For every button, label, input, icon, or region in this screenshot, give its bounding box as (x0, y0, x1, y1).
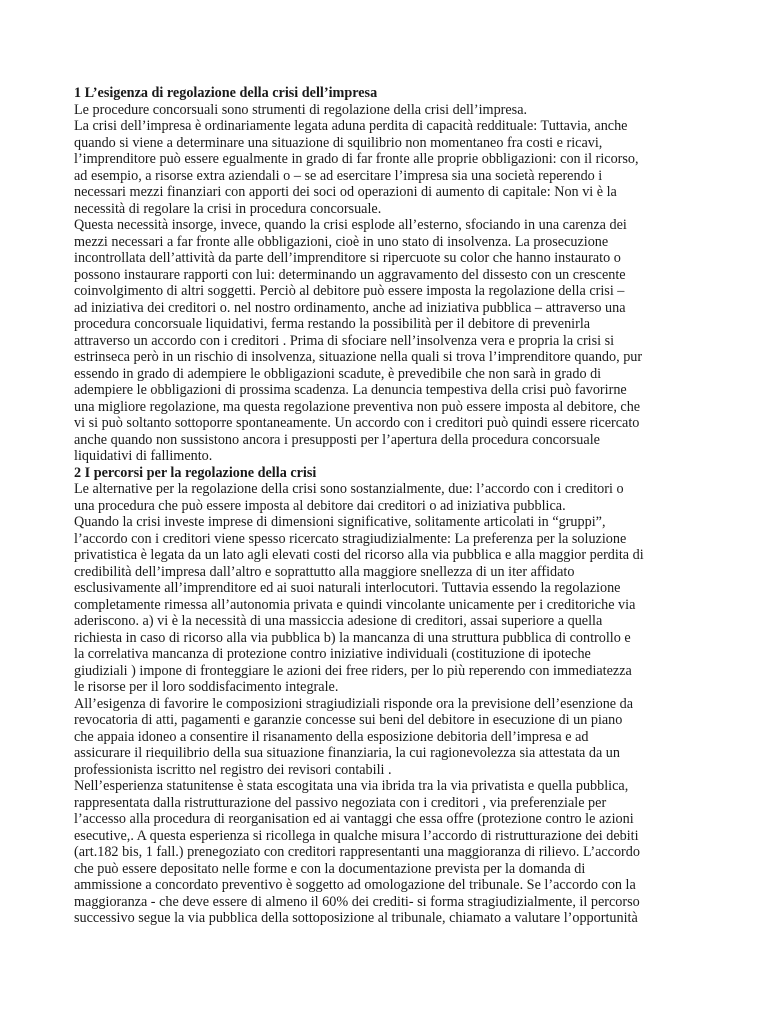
text-line: che può essere depositato nelle forme e con la documentazione prevista per la domanda di (74, 860, 586, 877)
text-line: necessità di regolare la crisi in procedura concorsuale. (74, 200, 382, 217)
text-line: completamente rimessa all’autonomia privata e quindi vincolante unicamente per i creditoriche via (74, 596, 636, 613)
text-line: esclusivamente all’imprenditore ed ai suoi naturali interlocutori. Tuttavia essendo la regolazione (74, 580, 621, 596)
text-line: necessari mezzi finanziari con apporti dei soci od operazioni di aumento di capitale: Non vi è la (74, 184, 617, 200)
text-line: rappresentata dalla ristrutturazione del passivo negoziata con i creditori , via preferenziale per (74, 794, 607, 811)
text-line: l’accordo con i creditori viene spesso ricercato stragiudizialmente: La preferenza per la soluzione (74, 530, 627, 547)
text-line: giudiziali ) impone di fronteggiare le azioni dei free riders, per lo più reperendo con immediatezza (74, 662, 632, 679)
text-line: revocatoria di atti, pagamenti e garanzie concesse sui beni del debitore in esecuzione di un piano (74, 712, 623, 728)
text-line: ad iniziativa dei creditori o. nel nostro ordinamento, anche ad iniziativa pubblica – attraverso una (74, 299, 626, 316)
text-line: Le procedure concorsuali sono strumenti di regolazione della crisi dell’impresa. (74, 101, 528, 118)
section-2-body (74, 481, 704, 927)
text-line: possono instaurare rapporti con lui: determinando un aggravamento del dissesto con un crescente (74, 266, 626, 283)
text-line: la correlativa mancanza di protezione contro iniziative individuali (costituzione di ipoteche (74, 646, 591, 662)
text-line: professionista iscritto nel registro dei revisori contabili . (74, 761, 392, 778)
section-2-heading: 2 I percorsi per la regolazione della crisi (74, 464, 317, 481)
text-line: vi si può soltanto sottoporre spontaneamente. Un accordo con i creditori può quindi essere ricercato (74, 415, 640, 431)
text-line: La crisi dell’impresa è ordinariamente legata aduna perdita di capacità reddituale: Tuttavia, anche (74, 118, 628, 134)
text-line: procedura concorsuale liquidativi, ferma restando la possibilità per il debitore di prevenirla (74, 316, 591, 332)
text-line: privatistica è legata da un lato agli elevati costi del ricorso alla via pubblica e alla maggior perdita di (74, 547, 644, 563)
text-line: (art.182 bis, 1 fall.) prenegoziato con creditori rappresentanti una maggioranza di rilievo. L’accordo (74, 844, 640, 860)
text-line: l’accesso alla procedura di reorganisation ed ai vantaggi che essa offre (protezione contro le azioni (74, 811, 634, 827)
text-line: All’esigenza di favorire le composizioni stragiudiziali risponde ora la previsione dell’esenzione da (74, 695, 634, 712)
text-line: incontrollata dell’attività da parte dell’imprenditore si ripercuote su color che hanno instaurato o (74, 250, 621, 266)
section-1-body (74, 102, 704, 465)
text-line: liquidativi di fallimento. (74, 448, 213, 464)
text-line: richiesta in caso di ricorso alla via pubblica b) la mancanza di una struttura pubblica di controllo e (74, 629, 631, 646)
text-line: essendo in grado di adempiere le obbligazioni scadute, è prevedibile che non sarà in grado di (74, 365, 602, 382)
text-line: ammissione a concordato preventivo è soggetto ad omologazione del tribunale. Se l’accordo con la (74, 877, 636, 893)
text-line: le risorse per il loro soddisfacimento integrale. (74, 679, 339, 695)
text-line: credibilità dell’impresa dall’altro e soprattutto alla maggiore snellezza di un iter affidato (74, 563, 575, 580)
text-line: una procedura che può essere imposta al debitore dai creditori o ad iniziativa pubblica. (74, 497, 566, 514)
text-line: successivo segue la via pubblica della sottoposizione al tribunale, chiamato a valutare l’opportunità (74, 910, 638, 926)
text-line: Questa necessità insorge, invece, quando la crisi esplode all’esterno, sfociando in una carenza dei (74, 217, 627, 233)
text-line: esecutive,. A questa esperienza si ricollega in qualche misura l’accordo di ristrutturazione dei debiti (74, 827, 639, 844)
text-line: estrinseca però in un rischio di insolvenza, situazione nella quali si trova l’imprenditore quando, pur (74, 349, 643, 365)
text-line: attraverso un accordo con i creditori . Prima di sfociare nell’insolvenza vera e propria la crisi si (74, 332, 615, 349)
text-line: Le alternative per la regolazione della crisi sono sostanzialmente, due: l’accordo con i creditori o (74, 481, 624, 497)
section-1-heading: 1 L’esigenza di regolazione della crisi dell’impresa (74, 85, 378, 101)
text-line: ad esempio, a risorse extra aziendali o – se ad esercitare l’impresa sia una società reperendo i (74, 167, 603, 184)
text-line: l’imprenditore può essere egualmente in grado di far fronte alle proprie obbligazioni: con il ricorso, (74, 151, 639, 167)
text-line: quando si viene a determinare una situazione di squilibrio non momentaneo fra costi e ricavi, (74, 134, 603, 151)
text-line: assicurare il riequilibrio della sua situazione finanziaria, la cui ragionevolezza sia attestata da un (74, 745, 620, 761)
text-line: Quando la crisi investe imprese di dimensioni significative, solitamente articolati in “gruppi”, (74, 514, 606, 530)
document-page (74, 85, 704, 927)
text-line: anche quando non sussistono ancora i presupposti per l’apertura della procedura concorsuale (74, 431, 600, 448)
text-line: Nell’esperienza statunitense è stata escogitata una via ibrida tra la via privatista e quella pubblica, (74, 778, 629, 794)
text-line: che appaia idoneo a consentire il risanamento della esposizione debitoria dell’impresa e ad (74, 728, 589, 745)
text-line: mezzi necessari a far fronte alle obbligazioni, cioè in uno stato di insolvenza. La prosecuzione (74, 233, 609, 250)
text-line: una migliore regolazione, ma questa regolazione preventiva non può essere imposta al debitore, che (74, 398, 641, 415)
text-line: aderiscono. a) vi è la necessità di una massiccia adesione di creditori, assai superiore a quella (74, 613, 603, 629)
text-line: maggioranza - che deve essere di almeno il 60% dei crediti- si forma stragiudizialmente, il percorso (74, 893, 640, 910)
text-line: coinvolgimento di altri soggetti. Perciò al debitore può essere imposta la regolazione della crisi – (74, 283, 625, 299)
text-line: adempiere le obbligazioni di prossima scadenza. La denuncia tempestiva della crisi può favorirne (74, 382, 627, 398)
